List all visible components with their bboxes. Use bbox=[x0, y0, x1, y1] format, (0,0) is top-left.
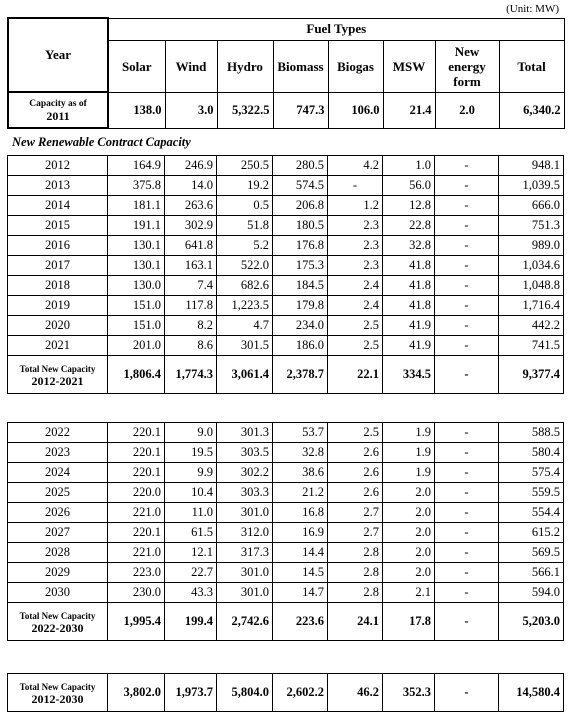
value-cell: 250.5 bbox=[217, 156, 273, 176]
total-value: 1,774.3 bbox=[165, 356, 217, 394]
value-cell: 191.1 bbox=[108, 216, 165, 236]
table-row bbox=[8, 543, 564, 563]
value-cell: 1,039.5 bbox=[499, 176, 564, 196]
value-cell: 301.0 bbox=[217, 583, 273, 603]
year-cell: 2012 bbox=[8, 156, 108, 176]
value-cell: - bbox=[435, 543, 499, 563]
value-cell: - bbox=[435, 563, 499, 583]
value-cell: 2.5 bbox=[328, 316, 383, 336]
value-cell: 2.3 bbox=[328, 236, 383, 256]
value-cell: 19.5 bbox=[165, 443, 217, 463]
capacity-2011-row bbox=[8, 92, 564, 128]
table-row bbox=[8, 236, 564, 256]
total-label-line1: Total New Capacity bbox=[19, 610, 96, 621]
value-cell: 2.7 bbox=[328, 523, 383, 543]
value-cell: 588.5 bbox=[499, 423, 564, 443]
value-cell: 2.0 bbox=[383, 523, 435, 543]
value-cell: 594.0 bbox=[499, 583, 564, 603]
column-header: New energy form bbox=[435, 40, 499, 92]
block1-table bbox=[7, 155, 564, 394]
year-cell: 2030 bbox=[8, 583, 108, 603]
value-cell: 2.6 bbox=[328, 483, 383, 503]
value-cell: 56.0 bbox=[383, 176, 435, 196]
value-cell: 2.6 bbox=[328, 463, 383, 483]
value-cell: 2.8 bbox=[328, 563, 383, 583]
table-row bbox=[8, 156, 564, 176]
table-row bbox=[8, 176, 564, 196]
total-label-line2: 2012-2021 bbox=[31, 373, 84, 388]
value-cell: 230.0 bbox=[108, 583, 165, 603]
value-cell: 442.2 bbox=[499, 316, 564, 336]
value-cell: 1.9 bbox=[383, 463, 435, 483]
value-cell: - bbox=[435, 336, 499, 356]
value-cell: 569.5 bbox=[499, 543, 564, 563]
total-row bbox=[8, 356, 564, 394]
year-cell: 2024 bbox=[8, 463, 108, 483]
value-cell: 19.2 bbox=[217, 176, 273, 196]
value-cell: 130.1 bbox=[108, 236, 165, 256]
total-value: - bbox=[435, 356, 499, 394]
column-header: Biomass bbox=[273, 40, 328, 92]
value-cell: - bbox=[435, 256, 499, 276]
value-cell: 2.8 bbox=[328, 543, 383, 563]
value-cell: 1.2 bbox=[328, 196, 383, 216]
value-cell: 180.5 bbox=[273, 216, 328, 236]
total-value: 2,378.7 bbox=[273, 356, 328, 394]
capacity-value: 5,322.5 bbox=[217, 92, 273, 128]
value-cell: 220.1 bbox=[108, 523, 165, 543]
value-cell: - bbox=[435, 296, 499, 316]
value-cell: - bbox=[435, 483, 499, 503]
header-table bbox=[7, 17, 565, 129]
value-cell: 41.8 bbox=[383, 276, 435, 296]
value-cell: 375.8 bbox=[108, 176, 165, 196]
value-cell: 221.0 bbox=[108, 543, 165, 563]
value-cell: 14.5 bbox=[273, 563, 328, 583]
value-cell: 41.8 bbox=[383, 296, 435, 316]
total-value: 352.3 bbox=[383, 674, 435, 712]
value-cell: 8.2 bbox=[165, 316, 217, 336]
value-cell: 14.7 bbox=[273, 583, 328, 603]
value-cell: 130.1 bbox=[108, 256, 165, 276]
value-cell: 201.0 bbox=[108, 336, 165, 356]
value-cell: 5.2 bbox=[217, 236, 273, 256]
year-cell: 2022 bbox=[8, 423, 108, 443]
value-cell: 280.5 bbox=[273, 156, 328, 176]
capacity-value: 6,340.2 bbox=[499, 92, 564, 128]
value-cell: 221.0 bbox=[108, 503, 165, 523]
value-cell: 164.9 bbox=[108, 156, 165, 176]
table-row bbox=[8, 523, 564, 543]
value-cell: 176.8 bbox=[273, 236, 328, 256]
value-cell: 751.3 bbox=[499, 216, 564, 236]
year-cell: 2028 bbox=[8, 543, 108, 563]
value-cell: 575.4 bbox=[499, 463, 564, 483]
value-cell: 220.1 bbox=[108, 443, 165, 463]
value-cell: 10.4 bbox=[165, 483, 217, 503]
value-cell: 641.8 bbox=[165, 236, 217, 256]
table-row bbox=[8, 316, 564, 336]
value-cell: 130.0 bbox=[108, 276, 165, 296]
fuel-types-header: Fuel Types bbox=[108, 18, 564, 40]
value-cell: - bbox=[435, 523, 499, 543]
value-cell: - bbox=[435, 236, 499, 256]
year-cell: 2017 bbox=[8, 256, 108, 276]
total-value: 3,061.4 bbox=[217, 356, 273, 394]
value-cell: 303.3 bbox=[217, 483, 273, 503]
value-cell: 2.0 bbox=[383, 503, 435, 523]
total-value: 1,995.4 bbox=[108, 603, 165, 641]
value-cell: 8.6 bbox=[165, 336, 217, 356]
value-cell: 2.0 bbox=[383, 483, 435, 503]
year-cell: 2023 bbox=[8, 443, 108, 463]
column-header: MSW bbox=[383, 40, 435, 92]
value-cell: 181.1 bbox=[108, 196, 165, 216]
value-cell: 9.9 bbox=[165, 463, 217, 483]
capacity-value: 2.0 bbox=[435, 92, 499, 128]
value-cell: 175.3 bbox=[273, 256, 328, 276]
table-row bbox=[8, 583, 564, 603]
value-cell: 2.5 bbox=[328, 423, 383, 443]
value-cell: - bbox=[435, 176, 499, 196]
value-cell: 2.8 bbox=[328, 583, 383, 603]
value-cell: 301.3 bbox=[217, 423, 273, 443]
year-cell: 2029 bbox=[8, 563, 108, 583]
value-cell: 16.9 bbox=[273, 523, 328, 543]
section-title: New Renewable Contract Capacity bbox=[12, 135, 191, 149]
table-row bbox=[8, 296, 564, 316]
value-cell: 301.0 bbox=[217, 563, 273, 583]
value-cell: 117.8 bbox=[165, 296, 217, 316]
value-cell: - bbox=[435, 463, 499, 483]
capacity-label-line2: 2011 bbox=[46, 109, 70, 123]
value-cell: 234.0 bbox=[273, 316, 328, 336]
total-value: 199.4 bbox=[165, 603, 217, 641]
value-cell: 580.4 bbox=[499, 443, 564, 463]
total-value: 1,806.4 bbox=[108, 356, 165, 394]
value-cell: 151.0 bbox=[108, 296, 165, 316]
total-value: 17.8 bbox=[383, 603, 435, 641]
value-cell: - bbox=[328, 176, 383, 196]
value-cell: 2.1 bbox=[383, 583, 435, 603]
year-cell: 2014 bbox=[8, 196, 108, 216]
total-value: 24.1 bbox=[328, 603, 383, 641]
value-cell: 559.5 bbox=[499, 483, 564, 503]
value-cell: - bbox=[435, 443, 499, 463]
column-header: Total bbox=[499, 40, 564, 92]
table-row bbox=[8, 443, 564, 463]
value-cell: 12.1 bbox=[165, 543, 217, 563]
total-label bbox=[8, 603, 108, 641]
table-row bbox=[8, 336, 564, 356]
capacity-value: 747.3 bbox=[273, 92, 328, 128]
value-cell: 22.7 bbox=[165, 563, 217, 583]
total-label-line2: 2012-2030 bbox=[31, 691, 84, 706]
value-cell: 14.4 bbox=[273, 543, 328, 563]
value-cell: 151.0 bbox=[108, 316, 165, 336]
total-label bbox=[8, 356, 108, 394]
total-row bbox=[8, 674, 564, 712]
value-cell: - bbox=[435, 196, 499, 216]
value-cell: 186.0 bbox=[273, 336, 328, 356]
grand-total-table bbox=[7, 673, 564, 712]
year-cell: 2026 bbox=[8, 503, 108, 523]
value-cell: 2.0 bbox=[383, 543, 435, 563]
value-cell: 53.7 bbox=[273, 423, 328, 443]
value-cell: 184.5 bbox=[273, 276, 328, 296]
value-cell: - bbox=[435, 423, 499, 443]
capacity-value: 21.4 bbox=[383, 92, 435, 128]
total-row bbox=[8, 603, 564, 641]
total-value: 1,973.7 bbox=[165, 674, 217, 712]
value-cell: 302.9 bbox=[165, 216, 217, 236]
value-cell: 179.8 bbox=[273, 296, 328, 316]
value-cell: - bbox=[435, 503, 499, 523]
total-value: 334.5 bbox=[383, 356, 435, 394]
column-header: Biogas bbox=[328, 40, 383, 92]
total-value: 3,802.0 bbox=[108, 674, 165, 712]
value-cell: 32.8 bbox=[273, 443, 328, 463]
year-cell: 2016 bbox=[8, 236, 108, 256]
column-header: Hydro bbox=[217, 40, 273, 92]
table-row bbox=[8, 463, 564, 483]
block2-table bbox=[7, 422, 564, 641]
value-cell: 1,716.4 bbox=[499, 296, 564, 316]
value-cell: 14.0 bbox=[165, 176, 217, 196]
value-cell: 2.6 bbox=[328, 443, 383, 463]
value-cell: 61.5 bbox=[165, 523, 217, 543]
year-cell: 2020 bbox=[8, 316, 108, 336]
capacity-value: 106.0 bbox=[328, 92, 383, 128]
total-label bbox=[8, 674, 108, 712]
value-cell: 566.1 bbox=[499, 563, 564, 583]
unit-label: (Unit: MW) bbox=[506, 3, 559, 15]
value-cell: 2.7 bbox=[328, 503, 383, 523]
value-cell: 1.0 bbox=[383, 156, 435, 176]
total-value: 46.2 bbox=[328, 674, 383, 712]
value-cell: 22.8 bbox=[383, 216, 435, 236]
value-cell: - bbox=[435, 156, 499, 176]
value-cell: 554.4 bbox=[499, 503, 564, 523]
value-cell: 302.2 bbox=[217, 463, 273, 483]
value-cell: - bbox=[435, 216, 499, 236]
value-cell: 303.5 bbox=[217, 443, 273, 463]
year-cell: 2013 bbox=[8, 176, 108, 196]
value-cell: 2.4 bbox=[328, 296, 383, 316]
total-value: 9,377.4 bbox=[499, 356, 564, 394]
table-row bbox=[8, 256, 564, 276]
value-cell: 41.9 bbox=[383, 316, 435, 336]
value-cell: 223.0 bbox=[108, 563, 165, 583]
value-cell: 220.1 bbox=[108, 423, 165, 443]
value-cell: 301.5 bbox=[217, 336, 273, 356]
value-cell: 666.0 bbox=[499, 196, 564, 216]
total-value: 22.1 bbox=[328, 356, 383, 394]
total-value: 5,804.0 bbox=[217, 674, 273, 712]
column-header: Wind bbox=[165, 40, 217, 92]
value-cell: 220.1 bbox=[108, 463, 165, 483]
value-cell: 4.2 bbox=[328, 156, 383, 176]
year-cell: 2025 bbox=[8, 483, 108, 503]
value-cell: 2.3 bbox=[328, 216, 383, 236]
value-cell: 1,223.5 bbox=[217, 296, 273, 316]
value-cell: 21.2 bbox=[273, 483, 328, 503]
value-cell: 301.0 bbox=[217, 503, 273, 523]
value-cell: 43.3 bbox=[165, 583, 217, 603]
value-cell: 206.8 bbox=[273, 196, 328, 216]
table-row bbox=[8, 483, 564, 503]
value-cell: 2.4 bbox=[328, 276, 383, 296]
total-label-line1: Total New Capacity bbox=[19, 363, 96, 374]
value-cell: 1.9 bbox=[383, 423, 435, 443]
value-cell: 41.9 bbox=[383, 336, 435, 356]
value-cell: 741.5 bbox=[499, 336, 564, 356]
year-cell: 2018 bbox=[8, 276, 108, 296]
value-cell: 16.8 bbox=[273, 503, 328, 523]
year-cell: 2015 bbox=[8, 216, 108, 236]
table-row bbox=[8, 196, 564, 216]
year-header: Year bbox=[8, 18, 108, 92]
total-value: - bbox=[435, 603, 499, 641]
year-cell: 2021 bbox=[8, 336, 108, 356]
total-value: 2,742.6 bbox=[217, 603, 273, 641]
value-cell: 682.6 bbox=[217, 276, 273, 296]
value-cell: - bbox=[435, 316, 499, 336]
value-cell: 38.6 bbox=[273, 463, 328, 483]
value-cell: 246.9 bbox=[165, 156, 217, 176]
total-value: 223.6 bbox=[273, 603, 328, 641]
capacity-value: 138.0 bbox=[108, 92, 165, 128]
total-value: 5,203.0 bbox=[499, 603, 564, 641]
column-header: Solar bbox=[108, 40, 165, 92]
value-cell: 0.5 bbox=[217, 196, 273, 216]
capacity-value: 3.0 bbox=[165, 92, 217, 128]
value-cell: 32.8 bbox=[383, 236, 435, 256]
total-value: 2,602.2 bbox=[273, 674, 328, 712]
value-cell: 989.0 bbox=[499, 236, 564, 256]
value-cell: 1,034.6 bbox=[499, 256, 564, 276]
total-value: - bbox=[435, 674, 499, 712]
value-cell: 2.3 bbox=[328, 256, 383, 276]
value-cell: 9.0 bbox=[165, 423, 217, 443]
value-cell: 2.0 bbox=[383, 563, 435, 583]
total-label-line1: Total New Capacity bbox=[19, 681, 96, 692]
value-cell: 522.0 bbox=[217, 256, 273, 276]
value-cell: 163.1 bbox=[165, 256, 217, 276]
table-row bbox=[8, 503, 564, 523]
year-cell: 2019 bbox=[8, 296, 108, 316]
value-cell: 263.6 bbox=[165, 196, 217, 216]
total-label-line2: 2022-2030 bbox=[31, 620, 84, 635]
value-cell: 312.0 bbox=[217, 523, 273, 543]
value-cell: 948.1 bbox=[499, 156, 564, 176]
total-value: 14,580.4 bbox=[499, 674, 564, 712]
table-row bbox=[8, 276, 564, 296]
value-cell: 1.9 bbox=[383, 443, 435, 463]
value-cell: 41.8 bbox=[383, 256, 435, 276]
value-cell: 1,048.8 bbox=[499, 276, 564, 296]
table-row bbox=[8, 563, 564, 583]
value-cell: 574.5 bbox=[273, 176, 328, 196]
value-cell: 4.7 bbox=[217, 316, 273, 336]
value-cell: 11.0 bbox=[165, 503, 217, 523]
value-cell: 615.2 bbox=[499, 523, 564, 543]
year-cell: 2027 bbox=[8, 523, 108, 543]
value-cell: 220.0 bbox=[108, 483, 165, 503]
value-cell: - bbox=[435, 276, 499, 296]
value-cell: 2.5 bbox=[328, 336, 383, 356]
value-cell: 317.3 bbox=[217, 543, 273, 563]
value-cell: 51.8 bbox=[217, 216, 273, 236]
value-cell: 12.8 bbox=[383, 196, 435, 216]
value-cell: 7.4 bbox=[165, 276, 217, 296]
capacity-label-line1: Capacity as of bbox=[29, 99, 87, 109]
table-row bbox=[8, 216, 564, 236]
table-row bbox=[8, 423, 564, 443]
value-cell: - bbox=[435, 583, 499, 603]
